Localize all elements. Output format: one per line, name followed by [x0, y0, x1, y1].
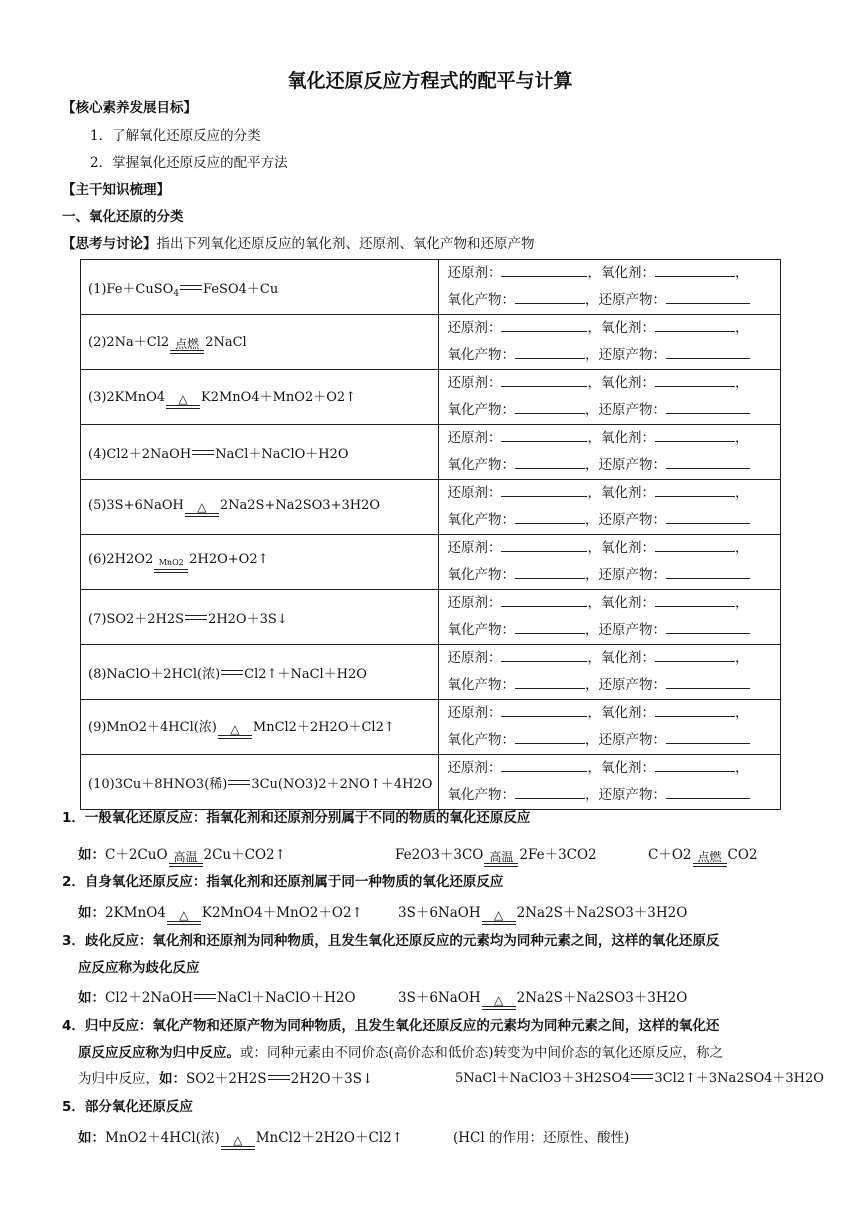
oxidizer-blank[interactable] — [655, 594, 735, 607]
equals-sign — [180, 285, 202, 290]
type-head-tail: 或：同种元素由不同价态(高价态和低价态)转变为中间价态的氧化还原反应，称之 — [240, 1045, 724, 1061]
reducer-label: 还原剂： — [447, 760, 502, 776]
product: 2Na2S＋Na2SO3＋3H2O — [516, 990, 688, 1006]
oxidizer-label: ，氧化剂： — [587, 650, 655, 666]
reactant: MnO2＋4HCl(浓) — [105, 1130, 220, 1146]
reaction-row — [81, 315, 781, 370]
reactant: C＋O2 — [648, 847, 692, 863]
red-product-blank[interactable] — [666, 291, 750, 304]
comma: ， — [734, 430, 749, 446]
condition-arrow — [221, 1134, 255, 1150]
reactant: 3S＋6NaOH — [398, 905, 481, 921]
reactant: C＋2CuO — [105, 847, 168, 863]
equals-bar — [482, 1006, 516, 1010]
oxidizer-label: ，氧化剂： — [587, 705, 655, 721]
condition-text: △ — [233, 1133, 243, 1147]
answer-cell — [439, 755, 781, 810]
reaction-row — [81, 480, 781, 535]
condition-text: 点燃 — [175, 336, 200, 351]
answer-line-1 — [447, 315, 780, 342]
comma: ， — [734, 320, 749, 336]
type-number: 3． — [62, 933, 85, 949]
equals-bar — [166, 405, 200, 409]
red-product-label: ，还原产物： — [584, 622, 666, 638]
ox-product-blank[interactable] — [515, 511, 585, 524]
reaction-equation — [81, 480, 439, 535]
reaction-row — [81, 260, 781, 315]
example-label: 如： — [78, 905, 105, 921]
ox-product-label: 氧化产物： — [447, 347, 515, 363]
product: MnCl2＋2H2O＋Cl2↑ — [252, 719, 395, 735]
answer-cell — [439, 480, 781, 535]
type-number: 2． — [62, 874, 85, 890]
type-3-example-2 — [398, 988, 687, 1010]
type-head: 歧化反应：氧化剂和还原剂为同种物质，且发生氧化还原反应的元素均为同种元素之间，这样的氧化还原反 — [84, 933, 720, 949]
comma: ， — [734, 485, 749, 501]
reducer-blank[interactable] — [501, 374, 587, 387]
goal-item: 2．掌握氧化还原反应的配平方法 — [90, 155, 288, 171]
comma: ， — [734, 375, 749, 391]
comma: ， — [734, 265, 749, 281]
equals-bar — [484, 863, 518, 867]
product: NaCl＋NaClO＋H2O — [215, 446, 349, 462]
reaction-row — [81, 755, 781, 810]
ox-product-blank[interactable] — [515, 621, 585, 634]
red-product-blank[interactable] — [666, 566, 750, 579]
reaction-row — [81, 700, 781, 755]
type-head: 归中反应：氧化产物和还原产物为同种物质，且发生氧化还原反应的元素均为同种元素之间，这样的氧化还 — [84, 1018, 720, 1034]
condition-arrow — [170, 338, 204, 354]
equals-bar — [218, 735, 252, 739]
subscript: 4 — [173, 288, 180, 299]
answer-line-1 — [447, 645, 780, 672]
red-product-blank[interactable] — [666, 786, 750, 799]
reaction-row — [81, 590, 781, 645]
red-product-label: ，还原产物： — [584, 292, 666, 308]
reducer-label: 还原剂： — [447, 485, 502, 501]
equals-bar — [167, 921, 201, 925]
red-product-blank[interactable] — [666, 621, 750, 634]
oxidizer-blank[interactable] — [655, 264, 735, 277]
oxidizer-label: ，氧化剂： — [587, 485, 655, 501]
page-title: 氧化还原反应方程式的配平与计算 — [287, 70, 573, 92]
reaction-equation — [81, 590, 439, 645]
answer-line-1 — [447, 535, 780, 562]
red-product-label: ，还原产物： — [584, 402, 666, 418]
red-product-blank[interactable] — [666, 511, 750, 524]
ox-product-label: 氧化产物： — [447, 457, 515, 473]
type-4-example-2 — [455, 1069, 824, 1089]
ox-product-blank[interactable] — [515, 786, 585, 799]
condition-arrow — [167, 909, 201, 925]
reactant: (8)NaClO＋2HCl(浓) — [88, 666, 221, 682]
example-label: 如： — [78, 1130, 105, 1146]
condition-arrow — [218, 723, 252, 739]
reaction-row — [81, 370, 781, 425]
oxidizer-label: ，氧化剂： — [587, 760, 655, 776]
equals-sign — [631, 1074, 653, 1079]
red-product-blank[interactable] — [666, 676, 750, 689]
ox-product-label: 氧化产物： — [447, 512, 515, 528]
product: K2MnO4＋MnO2＋O2↑ — [201, 905, 363, 921]
type-1-examples — [78, 845, 286, 867]
product: 3Cu(NO3)2＋2NO↑＋4H2O — [251, 776, 433, 792]
answer-cell — [439, 260, 781, 315]
example-label: 如： — [159, 1071, 186, 1087]
equals-bar — [185, 513, 219, 517]
product: CO2 — [727, 847, 758, 863]
product: K2MnO4＋MnO2＋O2↑ — [201, 389, 357, 405]
red-product-label: ，还原产物： — [584, 567, 666, 583]
goal-item: 1．了解氧化还原反应的分类 — [90, 128, 261, 144]
answer-line-1 — [447, 425, 780, 452]
equals-bar — [154, 569, 188, 573]
ox-product-label: 氧化产物： — [447, 567, 515, 583]
type-2-examples — [78, 903, 363, 925]
product: 2H2O+O2↑ — [189, 551, 269, 567]
equals-sign — [192, 450, 214, 455]
reactant: (4)Cl2＋2NaOH — [88, 446, 192, 462]
reactant: Cl2＋2NaOH — [105, 990, 194, 1006]
ox-product-blank[interactable] — [515, 346, 585, 359]
comma: ， — [734, 650, 749, 666]
reducer-label: 还原剂： — [447, 540, 502, 556]
answer-line-1 — [447, 700, 780, 727]
red-product-label: ，还原产物： — [584, 347, 666, 363]
comma: ， — [734, 540, 749, 556]
equals-bar — [170, 350, 204, 354]
type-head: 自身氧化还原反应：指氧化剂和还原剂属于同一种物质的氧化还原反应 — [84, 874, 504, 890]
type-head: 一般氧化还原反应：指氧化剂和还原剂分别属于不同的物质的氧化还原反应 — [84, 810, 531, 826]
ox-product-label: 氧化产物： — [447, 677, 515, 693]
answer-line-2 — [447, 287, 780, 314]
example-label: 如： — [78, 847, 105, 863]
condition-text: △ — [197, 499, 207, 514]
reducer-label: 还原剂： — [447, 650, 502, 666]
type-number: 5． — [62, 1099, 85, 1115]
product: NaCl＋NaClO＋H2O — [217, 990, 356, 1006]
oxidizer-blank[interactable] — [655, 704, 735, 717]
reaction-table — [80, 259, 781, 810]
answer-line-2 — [447, 507, 780, 534]
answer-line-2 — [447, 562, 780, 589]
reactant: SO2＋2H2S — [186, 1071, 267, 1087]
condition-arrow — [166, 393, 200, 409]
ox-product-blank[interactable] — [515, 731, 585, 744]
type-3-examples — [78, 988, 356, 1008]
condition-arrow — [154, 557, 188, 573]
ox-product-label: 氧化产物： — [447, 787, 515, 803]
reducer-label: 还原剂： — [447, 320, 502, 336]
reactant: (9)MnO2＋4HCl(浓) — [88, 719, 217, 735]
ox-product-label: 氧化产物： — [447, 732, 515, 748]
oxidizer-label: ，氧化剂： — [587, 320, 655, 336]
answer-line-1 — [447, 480, 780, 507]
reactant: (1)Fe＋CuSO — [88, 281, 174, 297]
condition-text: △ — [230, 721, 240, 736]
product: 2H2O＋3S↓ — [290, 1071, 374, 1087]
reactant: 3S＋6NaOH — [398, 990, 481, 1006]
type-head: 部分氧化还原反应 — [84, 1099, 193, 1115]
red-product-blank[interactable] — [666, 346, 750, 359]
type-4-examples — [78, 1069, 373, 1089]
reducer-label: 还原剂： — [447, 705, 502, 721]
heading-classification: 一、氧化还原的分类 — [62, 209, 184, 225]
answer-line-1 — [447, 370, 780, 397]
ox-product-blank[interactable] — [515, 456, 585, 469]
oxidizer-label: ，氧化剂： — [587, 430, 655, 446]
oxidizer-blank[interactable] — [655, 319, 735, 332]
reactant: (7)SO2＋2H2S — [88, 611, 185, 627]
product: 2H2O＋3S↓ — [208, 611, 288, 627]
oxidizer-blank[interactable] — [655, 539, 735, 552]
condition-text: △ — [494, 993, 504, 1007]
oxidizer-label: ，氧化剂： — [587, 375, 655, 391]
answer-line-1 — [447, 590, 780, 617]
reducer-label: 还原剂： — [447, 595, 502, 611]
reactant: (6)2H2O2 — [88, 551, 154, 567]
condition-text: △ — [494, 908, 504, 922]
equals-sign — [268, 1075, 290, 1080]
reducer-label: 还原剂： — [447, 265, 502, 281]
condition-text: 高温 — [489, 850, 514, 864]
condition-text: △ — [178, 391, 188, 406]
type-number: 4． — [62, 1018, 85, 1034]
red-product-label: ，还原产物： — [584, 732, 666, 748]
product: 2Cu＋CO2↑ — [203, 847, 286, 863]
condition-text: MnO2 — [158, 557, 184, 567]
equals-sign — [221, 670, 243, 675]
reactant: Fe2O3＋3CO — [395, 847, 484, 863]
comma: ， — [734, 705, 749, 721]
type-4-heading — [62, 1016, 719, 1036]
red-product-label: ，还原产物： — [584, 677, 666, 693]
reactant: (2)2Na＋Cl2 — [88, 334, 170, 350]
discussion-label: 【思考与讨论】 — [62, 236, 157, 252]
answer-cell — [439, 590, 781, 645]
answer-line-1 — [447, 755, 780, 782]
type-2-heading — [62, 872, 503, 892]
reaction-equation — [81, 535, 439, 590]
type-head: 原反应反应称为归中反应。 — [78, 1045, 240, 1061]
answer-cell — [439, 535, 781, 590]
reactant: 2KMnO4 — [105, 905, 166, 921]
reaction-row — [81, 535, 781, 590]
comma: ， — [734, 595, 749, 611]
oxidizer-label: ，氧化剂： — [587, 595, 655, 611]
product: Cl2↑＋NaCl＋H2O — [244, 666, 367, 682]
type-1-heading — [62, 808, 530, 828]
answer-line-2 — [447, 727, 780, 754]
red-product-blank[interactable] — [666, 731, 750, 744]
reaction-equation — [81, 645, 439, 700]
ox-product-label: 氧化产物： — [447, 402, 515, 418]
type-1-example-3 — [648, 845, 758, 867]
section-knowledge-heading: 【主干知识梳理】 — [62, 182, 170, 198]
reducer-blank[interactable] — [501, 704, 587, 717]
oxidizer-blank[interactable] — [655, 484, 735, 497]
oxidizer-blank[interactable] — [655, 649, 735, 662]
answer-line-2 — [447, 782, 780, 809]
oxidizer-label: ，氧化剂： — [587, 540, 655, 556]
product: 2Na2S+Na2SO3+3H2O — [219, 497, 381, 513]
reducer-blank[interactable] — [501, 484, 587, 497]
reactant: (10)3Cu＋8HNO3(稀) — [88, 776, 228, 792]
condition-arrow — [185, 501, 219, 517]
product: 2NaCl — [205, 334, 247, 350]
reaction-row — [81, 425, 781, 480]
ox-product-blank[interactable] — [515, 566, 585, 579]
condition-arrow — [482, 909, 516, 925]
reaction-equation — [81, 700, 439, 755]
ox-product-blank[interactable] — [515, 291, 585, 304]
oxidizer-blank[interactable] — [655, 429, 735, 442]
type-3-heading-cont: 应反应称为歧化反应 — [78, 960, 200, 976]
type-4-heading-cont — [78, 1043, 723, 1063]
oxidizer-blank[interactable] — [655, 374, 735, 387]
ox-product-blank[interactable] — [515, 401, 585, 414]
equals-bar — [693, 863, 727, 867]
equals-sign — [194, 994, 216, 999]
reactant: (5)3S+6NaOH — [88, 497, 184, 513]
ox-product-label: 氧化产物： — [447, 622, 515, 638]
product: FeSO4＋Cu — [203, 281, 279, 297]
condition-arrow — [693, 851, 727, 867]
equals-bar — [169, 863, 203, 867]
ox-product-label: 氧化产物： — [447, 292, 515, 308]
condition-text: 点燃 — [697, 850, 722, 864]
equals-bar — [482, 921, 516, 925]
condition-text: △ — [179, 908, 189, 922]
answer-line-2 — [447, 617, 780, 644]
type-2-example-2 — [398, 903, 687, 925]
answer-line-2 — [447, 672, 780, 699]
answer-cell — [439, 645, 781, 700]
section-goals-heading: 【核心素养发展目标】 — [62, 100, 197, 116]
answer-line-2 — [447, 342, 780, 369]
condition-arrow — [169, 851, 203, 867]
red-product-label: ，还原产物： — [584, 787, 666, 803]
reaction-equation — [81, 315, 439, 370]
condition-arrow — [482, 994, 516, 1010]
answer-cell — [439, 315, 781, 370]
reaction-equation — [81, 755, 439, 810]
equals-bar — [221, 1146, 255, 1150]
reaction-row — [81, 645, 781, 700]
type-line: 为归中反应， — [78, 1071, 159, 1087]
type-3-heading — [62, 931, 719, 951]
type-1-example-2 — [395, 845, 597, 867]
equals-sign — [228, 780, 250, 785]
product: 2Fe＋3CO2 — [519, 847, 597, 863]
discussion-text: 指出下列氧化还原反应的氧化剂、还原剂、氧化产物和还原产物 — [156, 236, 535, 252]
reducer-blank[interactable] — [501, 264, 587, 277]
reducer-label: 还原剂： — [447, 430, 502, 446]
reaction-equation — [81, 370, 439, 425]
reducer-blank[interactable] — [501, 649, 587, 662]
type-5-examples — [78, 1128, 403, 1150]
answer-line-2 — [447, 452, 780, 479]
reducer-blank[interactable] — [501, 319, 587, 332]
red-product-label: ，还原产物： — [584, 512, 666, 528]
answer-cell — [439, 370, 781, 425]
equals-sign — [185, 615, 207, 620]
reducer-blank[interactable] — [501, 429, 587, 442]
oxidizer-label: ，氧化剂： — [587, 265, 655, 281]
red-product-blank[interactable] — [666, 456, 750, 469]
reactant: (3)2KMnO4 — [88, 389, 166, 405]
reducer-blank[interactable] — [501, 594, 587, 607]
reaction-equation — [81, 425, 439, 480]
product: 2Na2S＋Na2SO3＋3H2O — [516, 905, 688, 921]
reducer-label: 还原剂： — [447, 375, 502, 391]
reducer-blank[interactable] — [501, 759, 587, 772]
red-product-blank[interactable] — [666, 401, 750, 414]
red-product-label: ，还原产物： — [584, 457, 666, 473]
reaction-equation — [81, 260, 439, 315]
answer-line-1 — [447, 260, 780, 287]
type-5-heading — [62, 1097, 193, 1117]
product: 3Cl2↑＋3Na2SO4＋3H2O — [654, 1071, 824, 1086]
answer-line-2 — [447, 397, 780, 424]
answer-cell — [439, 700, 781, 755]
discussion-prompt — [62, 234, 535, 254]
product: MnCl2＋2H2O＋Cl2↑ — [255, 1130, 404, 1146]
oxidizer-blank[interactable] — [655, 759, 735, 772]
example-label: 如： — [78, 990, 105, 1006]
reducer-blank[interactable] — [501, 539, 587, 552]
type-number: 1． — [62, 810, 85, 826]
ox-product-blank[interactable] — [515, 676, 585, 689]
answer-cell — [439, 425, 781, 480]
type-5-note: (HCl 的作用：还原性、酸性) — [453, 1130, 630, 1146]
condition-text: 高温 — [173, 850, 198, 864]
condition-arrow — [484, 851, 518, 867]
comma: ， — [734, 760, 749, 776]
reactant: 5NaCl＋NaClO3＋3H2SO4 — [455, 1071, 631, 1086]
